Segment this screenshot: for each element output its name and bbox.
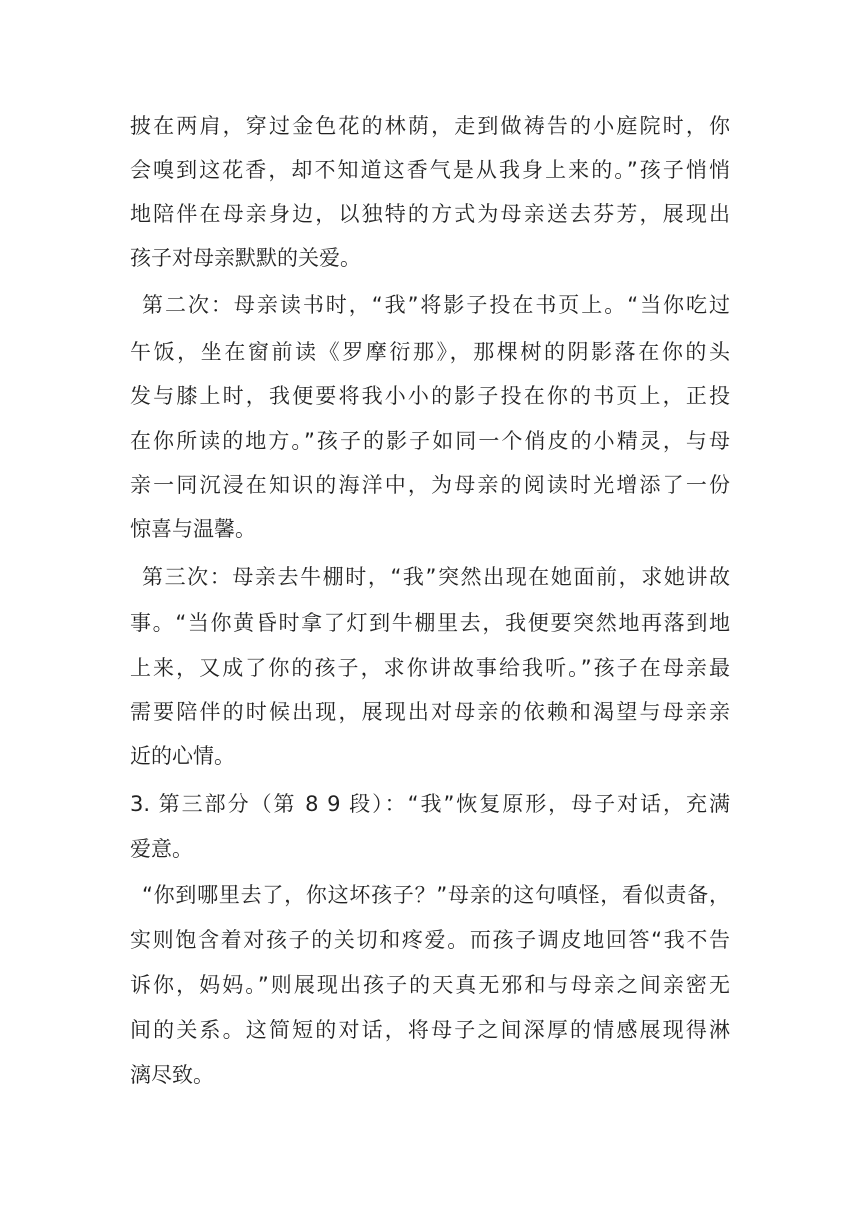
text-line: 需要陪伴的时候出现，展现出对母亲的依赖和渴望与母亲亲	[130, 700, 730, 724]
text-line: 第二次：母亲读书时，“我”将影子投在书页上。“当你吃过	[142, 293, 730, 317]
text-line: 诉你，妈妈。”则展现出孩子的天真无邪和与母亲之间亲密无	[130, 973, 730, 997]
text-line: 地陪伴在母亲身边，以独特的方式为母亲送去芬芳，展现出	[130, 202, 730, 226]
text-line: 上来，又成了你的孩子，求你讲故事给我听。”孩子在母亲最	[130, 656, 730, 680]
text-line: 在你所读的地方。”孩子的影子如同一个俏皮的小精灵，与母	[130, 429, 730, 453]
section-heading: 3. 第三部分（第 8 9 段）：“我”恢复原形，母子对话，充满	[130, 792, 730, 816]
text-line: 第三次：母亲去牛棚时，“我”突然出现在她面前，求她讲故	[142, 565, 730, 589]
text-line: 亲一同沉浸在知识的海洋中，为母亲的阅读时光增添了一份	[130, 473, 730, 497]
text-line: 孩子对母亲默默的关爱。	[130, 246, 361, 270]
text-line: 事。“当你黄昏时拿了灯到牛棚里去，我便要突然地再落到地	[130, 611, 730, 635]
text-line: 披在两肩，穿过金色花的林荫，走到做祷告的小庭院时，你	[130, 114, 730, 138]
text-line: 爱意。	[130, 837, 193, 861]
text-line: “你到哪里去了，你这坏孩子？”母亲的这句嗔怪，看似责备，	[142, 883, 730, 907]
text-line: 近的心情。	[130, 744, 235, 768]
text-line: 发与膝上时，我便要将我小小的影子投在你的书页上，正投	[130, 384, 730, 408]
text-line: 惊喜与温馨。	[130, 517, 256, 541]
text-line: 实则饱含着对孩子的关切和疼爱。而孩子调皮地回答“我不告	[130, 928, 730, 952]
text-line: 会嗅到这花香，却不知道这香气是从我身上来的。”孩子悄悄	[130, 158, 730, 182]
text-line: 漓尽致。	[130, 1063, 214, 1087]
text-line: 午饭，坐在窗前读《罗摩衍那》，那棵树的阴影落在你的头	[130, 340, 730, 364]
text-line: 间的关系。这简短的对话，将母子之间深厚的情感展现得淋	[130, 1018, 730, 1042]
